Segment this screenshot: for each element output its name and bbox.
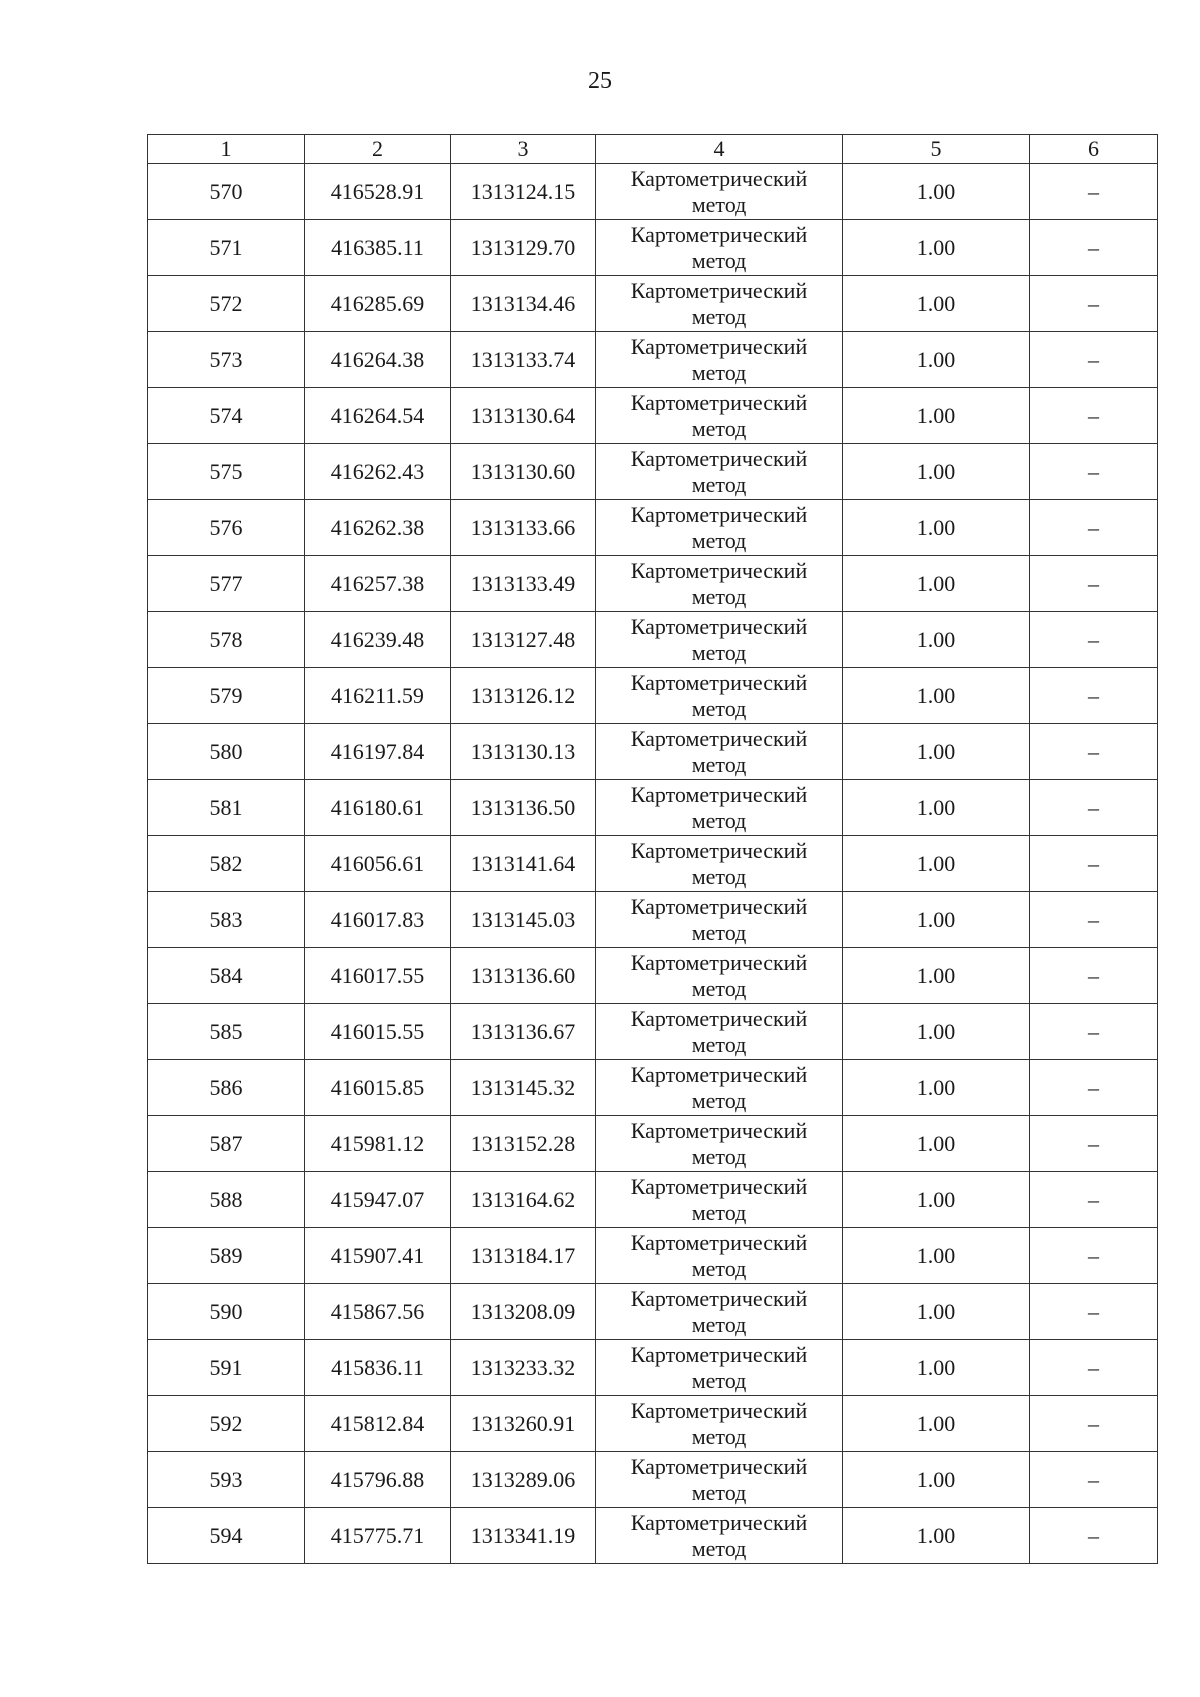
accuracy-cell: 1.00 — [843, 1340, 1030, 1396]
method-line-2: метод — [691, 1255, 747, 1281]
method-line-2: метод — [691, 1479, 747, 1505]
note-cell: – — [1030, 388, 1158, 444]
accuracy-cell: 1.00 — [843, 1172, 1030, 1228]
accuracy-cell: 1.00 — [843, 1228, 1030, 1284]
y-coordinate-cell: 1313126.12 — [451, 668, 596, 724]
method-cell — [596, 1284, 843, 1340]
table-row — [148, 164, 1158, 220]
method-line-2: метод — [691, 1087, 747, 1113]
x-coordinate-cell: 416257.38 — [305, 556, 451, 612]
method-line-1: Картометрический — [630, 333, 808, 359]
method-cell — [596, 1508, 843, 1564]
x-coordinate-cell: 415981.12 — [305, 1116, 451, 1172]
x-coordinate-cell: 416528.91 — [305, 164, 451, 220]
point-number-cell: 577 — [148, 556, 305, 612]
method-cell — [596, 1004, 843, 1060]
y-coordinate-cell: 1313152.28 — [451, 1116, 596, 1172]
method-line-2: метод — [691, 359, 747, 385]
accuracy-cell: 1.00 — [843, 444, 1030, 500]
method-line-2: метод — [691, 191, 747, 217]
method-line-1: Картометрический — [630, 613, 808, 639]
table-row — [148, 500, 1158, 556]
accuracy-cell: 1.00 — [843, 164, 1030, 220]
table-row — [148, 892, 1158, 948]
method-line-2: метод — [691, 919, 747, 945]
x-coordinate-cell: 416211.59 — [305, 668, 451, 724]
point-number-cell: 580 — [148, 724, 305, 780]
note-cell: – — [1030, 220, 1158, 276]
column-header: 3 — [451, 135, 596, 164]
method-cell — [596, 948, 843, 1004]
note-cell: – — [1030, 1452, 1158, 1508]
note-cell: – — [1030, 1340, 1158, 1396]
table-row — [148, 388, 1158, 444]
table-row — [148, 1284, 1158, 1340]
point-number-cell: 579 — [148, 668, 305, 724]
accuracy-cell: 1.00 — [843, 668, 1030, 724]
x-coordinate-cell: 415947.07 — [305, 1172, 451, 1228]
y-coordinate-cell: 1313130.60 — [451, 444, 596, 500]
table-row — [148, 1116, 1158, 1172]
table-row — [148, 1508, 1158, 1564]
column-header: 4 — [596, 135, 843, 164]
accuracy-cell: 1.00 — [843, 1060, 1030, 1116]
method-line-2: метод — [691, 807, 747, 833]
method-line-1: Картометрический — [630, 1509, 808, 1535]
method-line-2: метод — [691, 639, 747, 665]
method-line-1: Картометрический — [630, 669, 808, 695]
y-coordinate-cell: 1313133.66 — [451, 500, 596, 556]
accuracy-cell: 1.00 — [843, 612, 1030, 668]
x-coordinate-cell: 416385.11 — [305, 220, 451, 276]
method-cell — [596, 444, 843, 500]
table-row — [148, 724, 1158, 780]
method-cell — [596, 276, 843, 332]
method-cell — [596, 668, 843, 724]
y-coordinate-cell: 1313134.46 — [451, 276, 596, 332]
accuracy-cell: 1.00 — [843, 220, 1030, 276]
table-row — [148, 1172, 1158, 1228]
method-line-1: Картометрический — [630, 445, 808, 471]
column-header: 1 — [148, 135, 305, 164]
x-coordinate-cell: 415907.41 — [305, 1228, 451, 1284]
point-number-cell: 571 — [148, 220, 305, 276]
method-line-1: Картометрический — [630, 1285, 808, 1311]
x-coordinate-cell: 416180.61 — [305, 780, 451, 836]
table-row — [148, 444, 1158, 500]
column-header: 5 — [843, 135, 1030, 164]
method-line-2: метод — [691, 247, 747, 273]
x-coordinate-cell: 416017.83 — [305, 892, 451, 948]
x-coordinate-cell: 416056.61 — [305, 836, 451, 892]
method-cell — [596, 1116, 843, 1172]
accuracy-cell: 1.00 — [843, 892, 1030, 948]
point-number-cell: 573 — [148, 332, 305, 388]
method-line-1: Картометрический — [630, 1229, 808, 1255]
accuracy-cell: 1.00 — [843, 276, 1030, 332]
method-line-2: метод — [691, 1367, 747, 1393]
table-row — [148, 612, 1158, 668]
x-coordinate-cell: 416264.38 — [305, 332, 451, 388]
y-coordinate-cell: 1313133.49 — [451, 556, 596, 612]
method-cell — [596, 836, 843, 892]
method-line-2: метод — [691, 1031, 747, 1057]
y-coordinate-cell: 1313130.64 — [451, 388, 596, 444]
note-cell: – — [1030, 444, 1158, 500]
y-coordinate-cell: 1313129.70 — [451, 220, 596, 276]
method-line-1: Картометрический — [630, 1117, 808, 1143]
table-row — [148, 668, 1158, 724]
method-line-2: метод — [691, 1423, 747, 1449]
note-cell: – — [1030, 1060, 1158, 1116]
x-coordinate-cell: 415867.56 — [305, 1284, 451, 1340]
method-line-1: Картометрический — [630, 949, 808, 975]
method-line-2: метод — [691, 1199, 747, 1225]
method-line-1: Картометрический — [630, 1397, 808, 1423]
x-coordinate-cell: 416015.55 — [305, 1004, 451, 1060]
method-cell — [596, 500, 843, 556]
method-line-2: метод — [691, 975, 747, 1001]
note-cell: – — [1030, 892, 1158, 948]
method-line-2: метод — [691, 415, 747, 441]
point-number-cell: 593 — [148, 1452, 305, 1508]
method-cell — [596, 1172, 843, 1228]
accuracy-cell: 1.00 — [843, 948, 1030, 1004]
point-number-cell: 585 — [148, 1004, 305, 1060]
table-row — [148, 948, 1158, 1004]
x-coordinate-cell: 416264.54 — [305, 388, 451, 444]
x-coordinate-cell: 416239.48 — [305, 612, 451, 668]
method-line-2: метод — [691, 1143, 747, 1169]
y-coordinate-cell: 1313130.13 — [451, 724, 596, 780]
y-coordinate-cell: 1313341.19 — [451, 1508, 596, 1564]
method-cell — [596, 164, 843, 220]
note-cell: – — [1030, 836, 1158, 892]
method-line-1: Картометрический — [630, 1341, 808, 1367]
method-line-1: Картометрический — [630, 893, 808, 919]
note-cell: – — [1030, 276, 1158, 332]
method-line-1: Картометрический — [630, 1173, 808, 1199]
point-number-cell: 588 — [148, 1172, 305, 1228]
x-coordinate-cell: 415775.71 — [305, 1508, 451, 1564]
note-cell: – — [1030, 500, 1158, 556]
method-line-1: Картометрический — [630, 1005, 808, 1031]
table-row — [148, 1340, 1158, 1396]
note-cell: – — [1030, 1172, 1158, 1228]
method-cell — [596, 1060, 843, 1116]
point-number-cell: 584 — [148, 948, 305, 1004]
table-row — [148, 1060, 1158, 1116]
point-number-cell: 592 — [148, 1396, 305, 1452]
method-line-2: метод — [691, 1311, 747, 1337]
method-line-2: метод — [691, 751, 747, 777]
x-coordinate-cell: 416285.69 — [305, 276, 451, 332]
note-cell: – — [1030, 724, 1158, 780]
x-coordinate-cell: 415796.88 — [305, 1452, 451, 1508]
method-line-2: метод — [691, 303, 747, 329]
y-coordinate-cell: 1313136.67 — [451, 1004, 596, 1060]
y-coordinate-cell: 1313136.60 — [451, 948, 596, 1004]
point-number-cell: 575 — [148, 444, 305, 500]
accuracy-cell: 1.00 — [843, 1396, 1030, 1452]
table-row — [148, 556, 1158, 612]
method-line-1: Картометрический — [630, 781, 808, 807]
point-number-cell: 590 — [148, 1284, 305, 1340]
point-number-cell: 574 — [148, 388, 305, 444]
point-number-cell: 576 — [148, 500, 305, 556]
point-number-cell: 594 — [148, 1508, 305, 1564]
accuracy-cell: 1.00 — [843, 1284, 1030, 1340]
y-coordinate-cell: 1313141.64 — [451, 836, 596, 892]
table-row — [148, 780, 1158, 836]
y-coordinate-cell: 1313136.50 — [451, 780, 596, 836]
method-cell — [596, 780, 843, 836]
accuracy-cell: 1.00 — [843, 1508, 1030, 1564]
note-cell: – — [1030, 332, 1158, 388]
method-line-1: Картометрический — [630, 725, 808, 751]
table-row — [148, 1452, 1158, 1508]
x-coordinate-cell: 416197.84 — [305, 724, 451, 780]
note-cell: – — [1030, 1396, 1158, 1452]
table-body — [148, 164, 1158, 1564]
method-cell — [596, 1452, 843, 1508]
point-number-cell: 589 — [148, 1228, 305, 1284]
note-cell: – — [1030, 668, 1158, 724]
table-row — [148, 1004, 1158, 1060]
y-coordinate-cell: 1313145.03 — [451, 892, 596, 948]
method-line-1: Картометрический — [630, 1453, 808, 1479]
method-cell — [596, 612, 843, 668]
table-row — [148, 276, 1158, 332]
column-header: 6 — [1030, 135, 1158, 164]
table-row — [148, 1396, 1158, 1452]
y-coordinate-cell: 1313208.09 — [451, 1284, 596, 1340]
point-number-cell: 583 — [148, 892, 305, 948]
y-coordinate-cell: 1313127.48 — [451, 612, 596, 668]
method-line-2: метод — [691, 1535, 747, 1561]
method-line-1: Картометрический — [630, 557, 808, 583]
y-coordinate-cell: 1313289.06 — [451, 1452, 596, 1508]
table-row — [148, 836, 1158, 892]
table-row — [148, 332, 1158, 388]
method-line-2: метод — [691, 863, 747, 889]
point-number-cell: 582 — [148, 836, 305, 892]
method-cell — [596, 1340, 843, 1396]
y-coordinate-cell: 1313184.17 — [451, 1228, 596, 1284]
table-row — [148, 220, 1158, 276]
note-cell: – — [1030, 556, 1158, 612]
accuracy-cell: 1.00 — [843, 556, 1030, 612]
point-number-cell: 578 — [148, 612, 305, 668]
page-number: 25 — [588, 68, 612, 94]
note-cell: – — [1030, 1116, 1158, 1172]
point-number-cell: 570 — [148, 164, 305, 220]
note-cell: – — [1030, 1284, 1158, 1340]
x-coordinate-cell: 415836.11 — [305, 1340, 451, 1396]
accuracy-cell: 1.00 — [843, 724, 1030, 780]
coordinates-table — [147, 134, 1158, 1564]
accuracy-cell: 1.00 — [843, 780, 1030, 836]
note-cell: – — [1030, 948, 1158, 1004]
x-coordinate-cell: 416017.55 — [305, 948, 451, 1004]
x-coordinate-cell: 416262.43 — [305, 444, 451, 500]
x-coordinate-cell: 416262.38 — [305, 500, 451, 556]
method-cell — [596, 220, 843, 276]
y-coordinate-cell: 1313164.62 — [451, 1172, 596, 1228]
accuracy-cell: 1.00 — [843, 1116, 1030, 1172]
method-line-1: Картометрический — [630, 221, 808, 247]
column-header: 2 — [305, 135, 451, 164]
method-line-1: Картометрический — [630, 389, 808, 415]
accuracy-cell: 1.00 — [843, 836, 1030, 892]
note-cell: – — [1030, 1508, 1158, 1564]
accuracy-cell: 1.00 — [843, 332, 1030, 388]
y-coordinate-cell: 1313260.91 — [451, 1396, 596, 1452]
point-number-cell: 587 — [148, 1116, 305, 1172]
note-cell: – — [1030, 780, 1158, 836]
method-line-1: Картометрический — [630, 165, 808, 191]
accuracy-cell: 1.00 — [843, 500, 1030, 556]
method-line-1: Картометрический — [630, 501, 808, 527]
method-cell — [596, 556, 843, 612]
method-line-2: метод — [691, 695, 747, 721]
method-cell — [596, 892, 843, 948]
method-line-1: Картометрический — [630, 837, 808, 863]
method-cell — [596, 1228, 843, 1284]
method-cell — [596, 332, 843, 388]
table-header-row — [148, 135, 1158, 164]
accuracy-cell: 1.00 — [843, 1004, 1030, 1060]
method-line-1: Картометрический — [630, 1061, 808, 1087]
accuracy-cell: 1.00 — [843, 1452, 1030, 1508]
y-coordinate-cell: 1313124.15 — [451, 164, 596, 220]
method-line-2: метод — [691, 583, 747, 609]
method-cell — [596, 724, 843, 780]
method-cell — [596, 1396, 843, 1452]
method-line-2: метод — [691, 471, 747, 497]
point-number-cell: 581 — [148, 780, 305, 836]
note-cell: – — [1030, 612, 1158, 668]
accuracy-cell: 1.00 — [843, 388, 1030, 444]
y-coordinate-cell: 1313145.32 — [451, 1060, 596, 1116]
note-cell: – — [1030, 1228, 1158, 1284]
y-coordinate-cell: 1313233.32 — [451, 1340, 596, 1396]
method-line-1: Картометрический — [630, 277, 808, 303]
note-cell: – — [1030, 1004, 1158, 1060]
note-cell: – — [1030, 164, 1158, 220]
y-coordinate-cell: 1313133.74 — [451, 332, 596, 388]
point-number-cell: 591 — [148, 1340, 305, 1396]
table-row — [148, 1228, 1158, 1284]
point-number-cell: 586 — [148, 1060, 305, 1116]
x-coordinate-cell: 415812.84 — [305, 1396, 451, 1452]
point-number-cell: 572 — [148, 276, 305, 332]
x-coordinate-cell: 416015.85 — [305, 1060, 451, 1116]
method-line-2: метод — [691, 527, 747, 553]
method-cell — [596, 388, 843, 444]
